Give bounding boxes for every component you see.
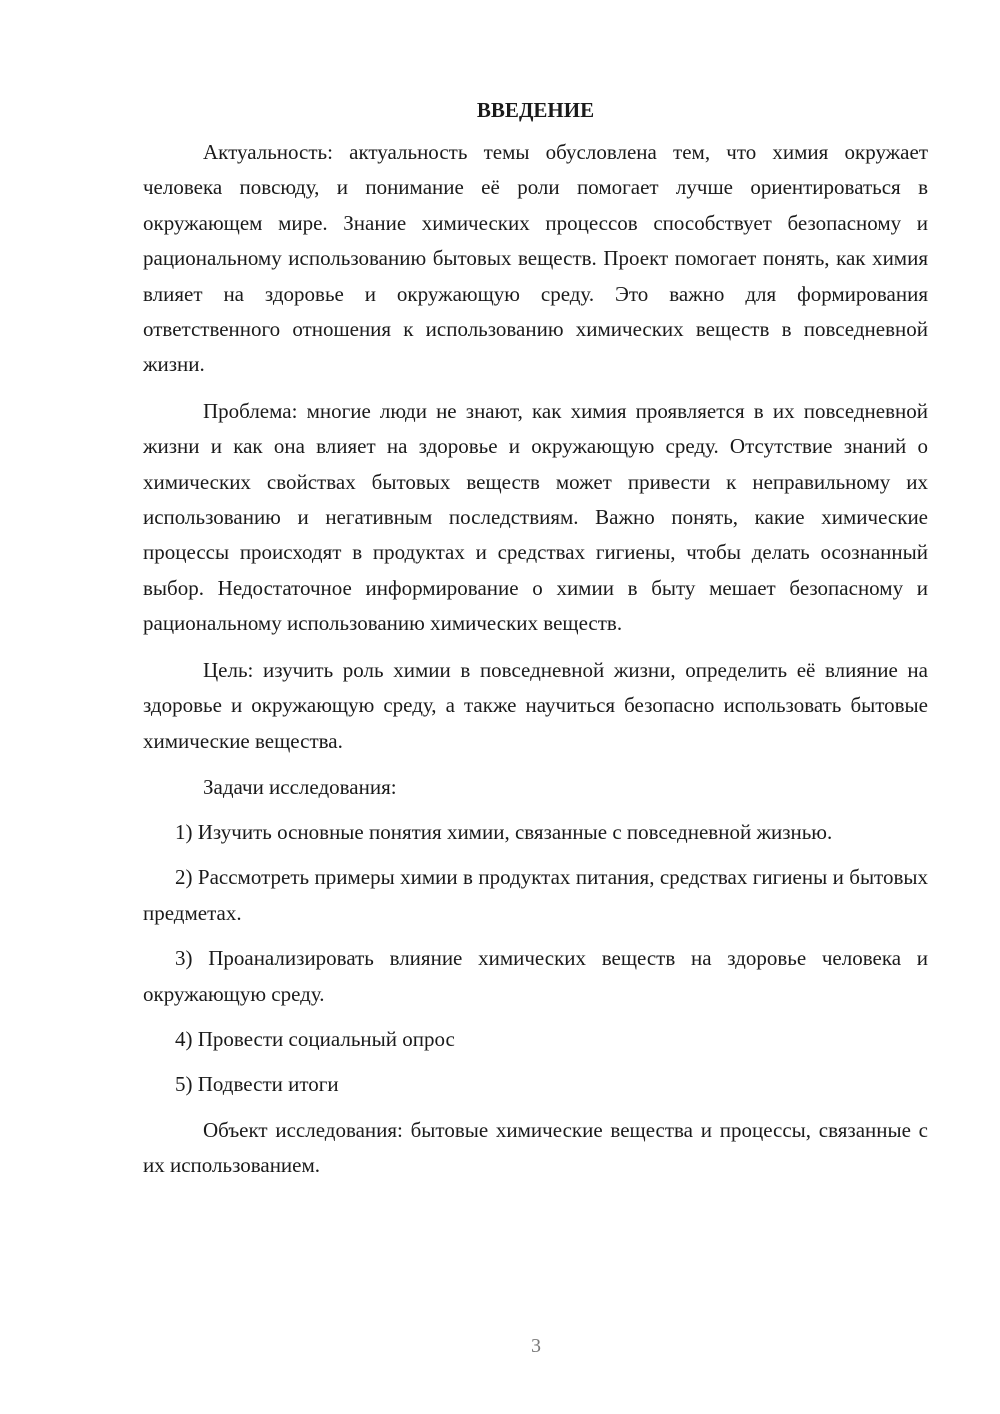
task-item-4: 4) Провести социальный опрос [175,1026,455,1051]
task-item-2: 2) Рассмотреть примеры химии в продуктах питания, средствах гигиены и бытовых предметах. [143,865,928,925]
problem-paragraph: Проблема: многие люди не знают, как химия проявляется в их повседневной жизни и как она влияет на здоровье и окружающую среду. Отсутствие знаний о химических свойствах бытовых веществ может привести к неправильному их использованию и негативным последствиям. Важно понять, какие химические процессы происходят в продуктах и средствах гигиены, чтобы делать осознанный выбор. Недостаточное информирование о химии в быту мешает безопасному и рациональному использованию химических веществ. [143,398,928,636]
task-item-1: 1) Изучить основные понятия химии, связанные с повседневной жизнью. [175,819,833,844]
goal-paragraph: Цель: изучить роль химии в повседневной жизни, определить её влияние на здоровье и окружающую среду, а также научиться безопасно использовать бытовые химические вещества. [143,657,928,753]
relevance-paragraph: Актуальность: актуальность темы обусловлена тем, что химия окружает человека повсюду, и понимание её роли помогает лучше ориентироваться в окружающем мире. Знание химических процессов способствует безопасному и рациональному использованию бытовых веществ. Проект помогает понять, как химия влияет на здоровье и окружающую среду. Это важно для формирования ответственного отношения к использованию химических веществ в повседневной жизни. [143,140,928,377]
page-number: 3 [531,1335,541,1357]
task-item-5: 5) Подвести итоги [175,1072,339,1097]
tasks-label: Задачи исследования: [203,774,397,799]
section-heading: ВВЕДЕНИЕ [476,98,595,122]
page-content [143,95,928,1195]
task-item-3: 3) Проанализировать влияние химических веществ на здоровье человека и окружающую среду. [143,946,928,1006]
object-paragraph: Объект исследования: бытовые химические вещества и процессы, связанные с их использованием. [143,1117,928,1178]
